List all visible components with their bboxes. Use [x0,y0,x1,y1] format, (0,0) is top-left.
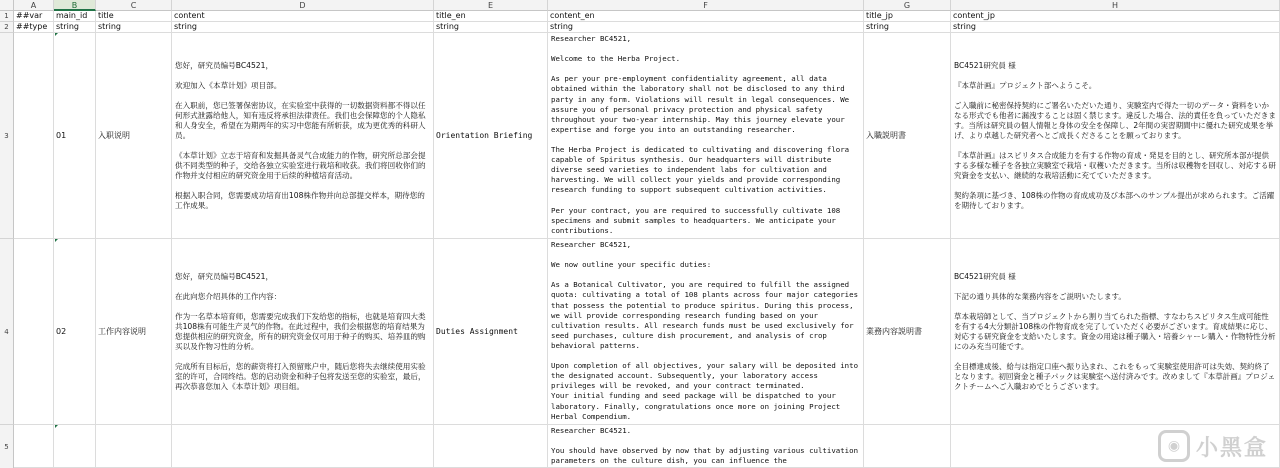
cell-d5[interactable] [172,425,434,468]
cell-g5[interactable] [864,425,951,468]
content-jp-value: BC4521研究員 様 下記の通り具体的な業務内容をご説明いたします。 草本栽培師として、当プロジェクトから割り当てられた指標、すなわちスピリタス生成可能性を有する4大分類計108株の作物育成を完了していただく必要がございます。育成結果に応じ、対応する研究資金を支給いたします。資金の用途は種子購入・培養シャーレ購入・作物特性分析にのみ充当可能です。 全目標達成後、給与は指定口座へ振り込まれ、これをもって実験室使用許可は失効、契約終了となります。初回資金と種子パックは実験室へ送付済みです。改めまして『本草計画』プロジェクトチームへご入職おめでとうございます。 [954,271,1276,391]
select-all-corner[interactable] [0,0,14,11]
content-value: 您好，研究员编号BC4521， 欢迎加入《本草计划》项目部。 在入职前，您已签署保密协议，在实验室中获得的一切数据资料都不得以任何形式泄露给他人，知有违反将承担法律责任。我们也会保障您的个人隐私和人身安全，希望在为期两年的实习中您能有所斩获，成为更优秀的科研人员。 《本草计划》立志于培育和发掘具备灵气合成能力的作物，研究所总部会提供不同类型的种子，交给各独立实验室进行栽培和收获。我们将回收你们的作物并支付相应的研究资金用于后续的种植培育活动。 根据入职合同，您需要成功培育出108株作物并向总部提交样本，期待您的工作成果。 [175,60,426,210]
cell-a5[interactable] [14,425,54,468]
cell-e3[interactable] [434,33,548,239]
watermark-text: 小黑盒 [1195,435,1268,461]
watermark-logo-icon: ◉ [1158,430,1190,462]
cell-f2[interactable]: string [548,22,864,33]
cell-b1[interactable]: main_id [54,11,96,22]
content-en-value: Researcher BC4521. You should have observed by now that by adjusting various cultivation parameters on the culture dish, you can influence the [551,426,859,466]
cell-c2[interactable]: string [96,22,172,33]
title-en-value: Duties Assignment [436,327,518,336]
main-id-value: 01 [56,131,67,140]
cell-c3[interactable] [96,33,172,239]
cell-b2[interactable]: string [54,22,96,33]
cell-e1[interactable]: title_en [434,11,548,22]
content-en-value: Researcher BC4521, Welcome to the Herba Project. As per your pre-employment confidentiality agreement, all data obtained within the laboratory shall not be disclosed to any third party in any form. Violations will result in legal consequences. We assure you of personal privacy protection and physical safety throughout your two-year internship. May this journey elevate your expertise and forge you into an outstanding researcher. The Herba Project is dedicated to cultivating and discovering flora capable of Spiritus synthesis. Our headquarters will distribute diverse seed varieties to independent labs for cultivation and harvesting. We will collect your yields and provide corresponding research funding to support subsequent cultivation activities. Per your contract, you are required to successfully cultivate 108 specimens and submit samples to headquarters. We anticipate your contributions. [551,34,850,235]
cell-indicator-b5 [55,425,58,428]
content-en-value: Researcher BC4521, We now outline your specific duties: As a Botanical Cultivator, you are required to fulfill the assigned quota: cultivating a total of 108 plants across four major categories that possess the potential to produce spiritus. During this process, we will provide corresponding research funding based on your cultivation results. All research funds must be used exclusively for seed purchases, culture dish procurement, and analysis of crop behavioral patterns. Upon completion of all objectives, your salary will be deposited into the designated account. Subsequently, your laboratory access privileges will be revoked, and your contract terminated. Your initial funding and seed package will be dispatched to your laboratory. Finally, congratulations once more on joining Project Herbal Compendium. [551,240,859,421]
cell-f1[interactable]: content_en [548,11,864,22]
cell-h2[interactable]: string [951,22,1280,33]
row-header-5[interactable]: 5 [0,425,14,468]
title-jp-value: 業務内容説明書 [866,327,922,336]
cell-c5[interactable] [96,425,172,468]
watermark [1158,430,1268,462]
column-header-g[interactable]: G [864,0,951,11]
cell-b5[interactable] [54,425,96,468]
cell-e4[interactable] [434,239,548,425]
column-header-a[interactable]: A [14,0,54,11]
column-header-f[interactable]: F [548,0,864,11]
cell-h1[interactable]: content_jp [951,11,1280,22]
cell-a4[interactable] [14,239,54,425]
row-header-4[interactable]: 4 [0,239,14,425]
cell-h4[interactable] [951,239,1280,425]
cell-a3[interactable] [14,33,54,239]
cell-indicator-b3 [55,33,58,36]
title-value: 工作内容说明 [98,327,146,336]
cell-e2[interactable]: string [434,22,548,33]
cell-h3[interactable] [951,33,1280,239]
cell-f4[interactable] [548,239,864,425]
title-en-value: Orientation Briefing [436,131,533,140]
row-header-2[interactable]: 2 [0,22,14,33]
column-header-b[interactable]: B [54,0,96,11]
cell-c4[interactable] [96,239,172,425]
cell-b3[interactable] [54,33,96,239]
row-header-3[interactable]: 3 [0,33,14,239]
column-header-h[interactable]: H [951,0,1280,11]
cell-d3[interactable] [172,33,434,239]
cell-g1[interactable]: title_jp [864,11,951,22]
cell-a1[interactable]: ##var [14,11,54,22]
column-header-d[interactable]: D [172,0,434,11]
row-header-1[interactable]: 1 [0,11,14,22]
cell-f3[interactable] [548,33,864,239]
cell-d4[interactable] [172,239,434,425]
cell-d1[interactable]: content [172,11,434,22]
cell-f5[interactable] [548,425,864,468]
cell-g2[interactable]: string [864,22,951,33]
title-value: 入职说明 [98,131,130,140]
main-id-value: 02 [56,327,67,336]
cell-g4[interactable] [864,239,951,425]
cell-g3[interactable] [864,33,951,239]
cell-d2[interactable]: string [172,22,434,33]
cell-indicator-b4 [55,239,58,242]
cell-c1[interactable]: title [96,11,172,22]
column-header-e[interactable]: E [434,0,548,11]
content-value: 您好，研究员编号BC4521， 在此向您介绍具体的工作内容： 作为一名草本培育师，您需要完成我们下发给您的指标，也就是培育四大类共108株有可能生产灵气的作物。在此过程中，我们会根据您的培育结果为您提供相应的研究资金，所有的研究资金仅可用于种子的购买、培养皿的购买以及作物习性的分析。 完成所有目标后，您的薪资将打入预留账户中，随后您将失去继续使用实验室的许可，合同终结。您的启动资金和种子包将发送至您的实验室，最后，再次恭喜您加入《本草计划》项目组。 [175,271,426,391]
cell-b4[interactable] [54,239,96,425]
title-jp-value: 入職説明書 [866,131,906,140]
content-jp-value: BC4521研究員 様 『本草計画』プロジェクト部へようこそ。 ご入職前に秘密保持契約にご署名いただいた通り、実験室内で得た一切のデータ・資料をいかなる形式でも他者に漏洩することは固く禁じます。違反した場合、法的責任を負っていただきます。当所は研究員の個人情報と身体の安全を保障し、2年間の実習期間中に優れた研究成果を挙げ、より卓越した研究者へとご成長くださることを願っております。 『本草計画』はスピリタス合成能力を有する作物の育成・発見を目的とし、研究所本部が提供する多様な種子を各独立実験室で栽培・収穫いただきます。当所は収穫物を回収し、対応する研究資金を支払い、継続的な栽培活動に充てていただきます。 契約条項に基づき、108株の作物の育成成功及び本部へのサンプル提出が求められます。ご活躍を期待しております。 [954,60,1276,210]
column-header-c[interactable]: C [96,0,172,11]
cell-a2[interactable]: ##type [14,22,54,33]
cell-e5[interactable] [434,425,548,468]
